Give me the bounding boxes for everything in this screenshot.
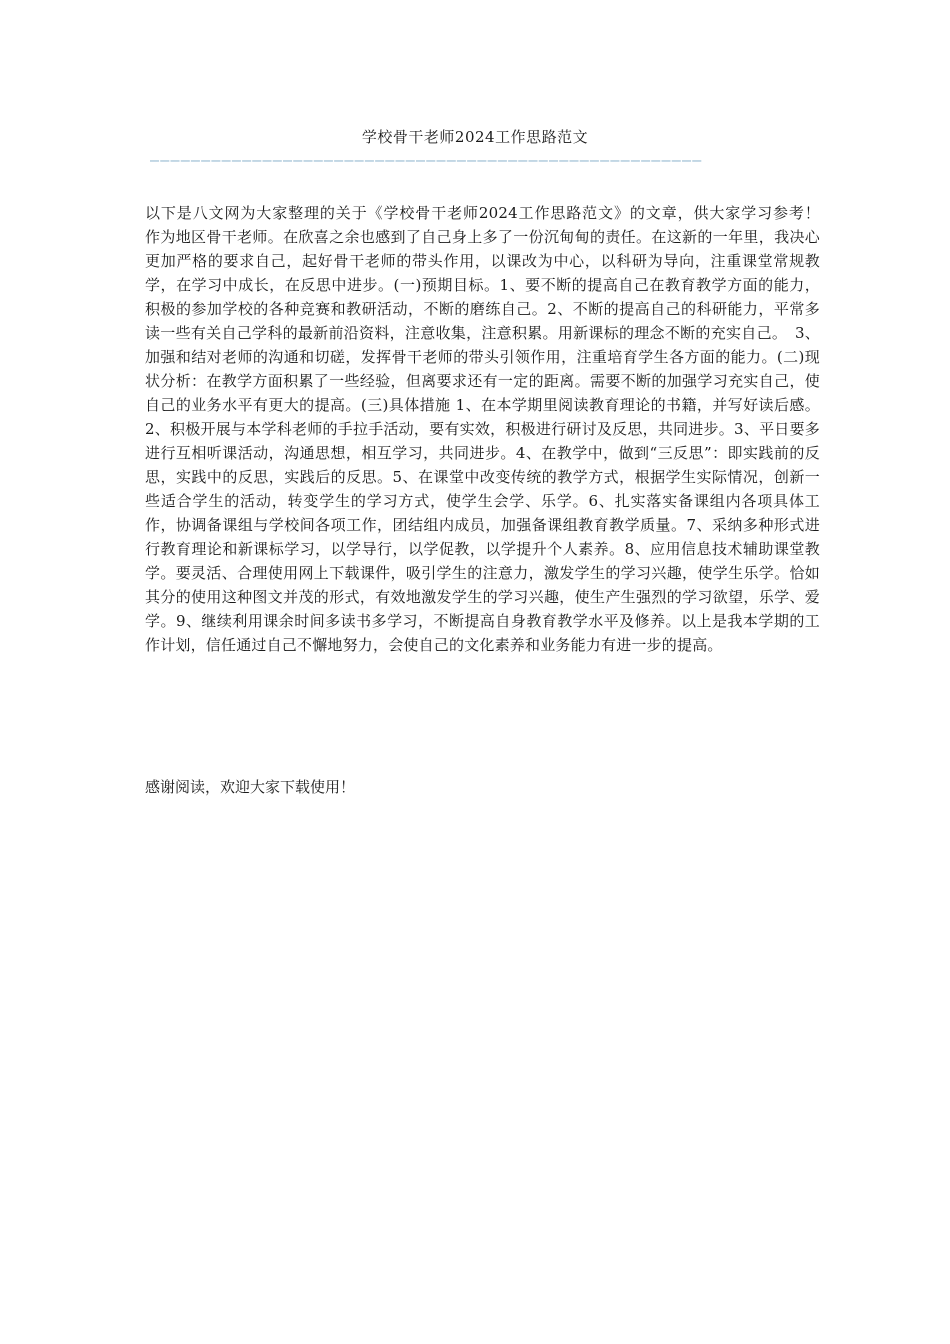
document-body: 以下是八文网为大家整理的关于《学校骨干老师2024工作思路范文》的文章，供大家学习参考！ 作为地区骨干老师。在欣喜之余也感到了自己身上多了一份沉甸甸的责任。在这新的一年里，我决心更加严格的要求自己，起好骨干老师的带头作用，以课改为中心，以科研为导向，注重课堂常规教学，在学习中成长，在反思中进步。(一)预期目标。1、要不断的提高自己在教育教学方面的能力，积极的参加学校的各种竞赛和教研活动，不断的磨练自己。2、不断的提高自己的科研能力，平常多读一些有关自己学科的最新前沿资料，注意收集，注意积累。用新课标的理念不断的充实自己。 3、加强和结对老师的沟通和切磋，发挥骨干老师的带头引领作用，注重培育学生各方面的能力。(二)现状分析：在教学方面积累了一些经验，但离要求还有一定的距离。需要不断的加强学习充实自己，使自己的业务水平有更大的提高。(三)具体措施 1、在本学期里阅读教育理论的书籍，并写好读后感。2、积极开展与本学科老师的手拉手活动，要有实效，积极进行研讨及反思，共同进步。3、平日要多进行互相听课活动，沟通思想，相互学习，共同进步。4、在教学中，做到“三反思”：即实践前的反思，实践中的反思，实践后的反思。5、在课堂中改变传统的教学方式，根据学生实际情况，创新一些适合学生的活动，转变学生的学习方式，使学生会学、乐学。6、扎实落实备课组内各项具体工作，协调备课组与学校间各项工作，团结组内成员，加强备课组教育教学质量。7、采纳多种形式进行教育理论和新课标学习，以学导行，以学促教，以学提升个人素养。8、应用信息技术辅助课堂教学。要灵活、合理使用网上下载课件，吸引学生的注意力，激发学生的学习兴趣，使学生乐学。恰如其分的使用这种图文并茂的形式，有效地激发学生的学习兴趣，使生产生强烈的学习欲望，乐学、爱学。9、继续利用课余时间多读书多学习，不断提高自身教育教学水平及修养。以上是我本学期的工作计划，信任通过自己不懈地努力，会使自己的文化素养和业务能力有进一步的提高。 xyxy=(145,204,851,654)
document-title: 学校骨干老师2024工作思路范文 xyxy=(361,128,589,146)
closing-note: 感谢阅读，欢迎大家下载使用！ xyxy=(145,778,356,796)
title-separator: —————————————————————————————————————————————————————— xyxy=(150,151,703,169)
